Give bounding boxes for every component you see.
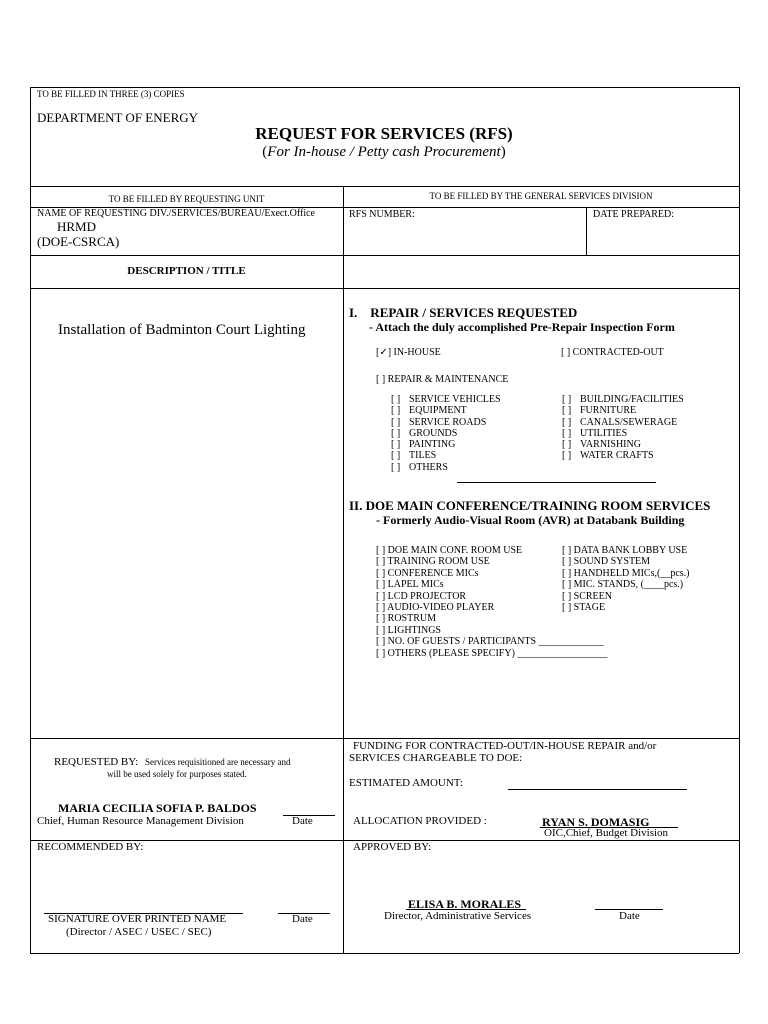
repair-option-item [562,417,684,428]
room-services-right [562,545,689,613]
divider-center [343,186,344,953]
repair-option-item [562,428,684,439]
repair-option-item [391,450,501,461]
repair-option-label: UTILITIES [580,427,628,439]
room-service-option[interactable]: [ ] CONFERENCE MICs [376,567,479,579]
repair-option-label: OTHERS [409,461,448,473]
inhouse-label: IN-HOUSE [393,347,441,358]
room-service-option[interactable]: [ ] AUDIO-VIDEO PLAYER [376,602,495,614]
requester-position: Chief, Human Resource Management Division [37,815,244,827]
room-service-option[interactable]: [ ] LCD PROJECTOR [376,590,467,602]
repair-option-item [391,417,501,428]
date-prepared-label: DATE PREPARED: [593,209,675,220]
others-specify-line [457,482,656,483]
right-column-note: TO BE FILLED BY THE GENERAL SERVICES DIVISION [429,191,653,201]
inhouse-checkbox[interactable]: [✓] [376,347,392,358]
requested-statement-2: will be used solely for purposes stated. [107,769,247,779]
requester-date-label: Date [292,815,313,827]
repair-option-item [391,439,501,450]
repair-option-checkbox[interactable]: [ ] [391,405,401,417]
repair-option-checkbox[interactable]: [ ] [562,394,572,405]
repair-option-checkbox[interactable]: [ ] [391,439,401,451]
repair-option-item [562,450,684,461]
room-service-option[interactable]: [ ] ROSTRUM [376,613,437,625]
divider-rfs-date [586,207,587,255]
estimated-amount-line [508,789,687,790]
approver-position: Director, Administrative Services [384,910,532,922]
description-value: Installation of Badminton Court Lighting [58,322,306,338]
repair-option-checkbox[interactable]: [ ] [391,427,401,439]
repair-option-item [391,405,501,416]
room-service-option[interactable]: [ ] LAPEL MICs [376,579,444,591]
allocation-name: RYAN S. DOMASIG [542,815,650,829]
section2-title: II. DOE MAIN CONFERENCE/TRAINING ROOM SERVICES [349,498,711,513]
form-subtitle: (For In-house / Petty cash Procurement) [262,144,506,160]
recommender-date-label: Date [292,913,313,925]
form-border-right [739,87,740,953]
allocation-position: OIC,Chief, Budget Division [544,827,669,839]
repair-option-checkbox[interactable]: [ ] [562,427,572,439]
recommender-signature-caption: SIGNATURE OVER PRINTED NAME [48,913,227,925]
repair-option-item [562,394,684,405]
divider-header [30,186,739,187]
room-service-option[interactable]: [ ] SCREEN [562,590,612,602]
requesting-unit-label: NAME OF REQUESTING DIV./SERVICES/BUREAU/Exect.Office [37,208,315,219]
funding-line1: FUNDING FOR CONTRACTED-OUT/IN-HOUSE REPAIR and/or [353,740,657,752]
estimated-amount-label: ESTIMATED AMOUNT: [349,777,464,789]
approved-by-label: APPROVED BY: [353,841,432,853]
room-service-option[interactable]: [ ] DATA BANK LOBBY USE [562,545,688,556]
repair-option-label: SERVICE ROADS [409,416,487,428]
approver-date-label: Date [619,910,640,922]
repair-option-item [562,405,684,416]
repair-option-label: FURNITURE [580,405,637,417]
room-service-option[interactable]: [ ] SOUND SYSTEM [562,556,651,568]
room-service-option[interactable]: [ ] STAGE [562,602,606,614]
recommended-by-label: RECOMMENDED BY: [37,841,144,853]
room-service-option[interactable]: [ ] MIC. STANDS, (____pcs.) [562,579,684,591]
department-name: DEPARTMENT OF ENERGY [37,110,199,125]
repair-option-label: WATER CRAFTS [580,450,654,462]
form-border-left [30,87,31,953]
requested-by-label: REQUESTED BY: [54,756,139,768]
section1-title: I. REPAIR / SERVICES REQUESTED [349,305,578,320]
requesting-unit-value-sub: (DOE-CSRCA) [37,234,120,249]
repair-option-checkbox[interactable]: [ ] [391,450,401,462]
repair-option-checkbox[interactable]: [ ] [562,416,572,428]
repair-option-item [391,428,501,439]
inhouse-option [376,347,441,358]
repair-option-item [562,439,684,450]
form-border-bottom [30,953,739,954]
description-header: DESCRIPTION / TITLE [127,265,246,277]
approver-name: ELISA B. MORALES [408,897,522,911]
funding-line2: SERVICES CHARGEABLE TO DOE: [349,752,523,764]
room-service-option[interactable]: [ ] LIGHTINGS [376,624,441,636]
repair-option-checkbox[interactable]: [ ] [562,450,572,462]
requester-name: MARIA CECILIA SOFIA P. BALDOS [58,801,257,815]
repair-option-label: GROUNDS [409,427,458,439]
form-border-top [30,87,739,88]
repair-option-checkbox[interactable]: [ ] [562,405,572,417]
contracted-option [561,347,664,358]
divider-description [30,288,739,289]
section1-note: - Attach the duly accomplished Pre-Repair Inspection Form [369,320,675,334]
repair-option-label: BUILDING/FACILITIES [580,394,684,405]
repair-option-label: CANALS/SEWERAGE [580,416,678,428]
repair-items-left [391,394,501,473]
allocation-label: ALLOCATION PROVIDED : [353,815,487,827]
repair-option-checkbox[interactable]: [ ] [562,439,572,451]
repair-option-label: PAINTING [409,439,456,451]
requested-by [54,756,290,768]
room-service-option[interactable]: [ ] NO. OF GUESTS / PARTICIPANTS _____________ [376,636,604,648]
repair-option-checkbox[interactable]: [ ] [391,394,401,405]
divider-signatures [30,738,739,739]
left-column-note: TO BE FILLED BY REQUESTING UNIT [108,194,265,204]
rfs-number-label: RFS NUMBER: [349,209,415,220]
requesting-unit-value: HRMD [57,219,97,234]
room-service-option[interactable]: [ ] TRAINING ROOM USE [376,556,490,568]
room-service-option[interactable]: [ ] DOE MAIN CONF. ROOM USE [376,545,523,556]
repair-items-right [562,394,684,462]
contracted-label: CONTRACTED-OUT [572,347,664,358]
copies-note: TO BE FILLED IN THREE (3) COPIES [37,89,185,99]
contracted-checkbox[interactable]: [ ] [561,347,571,358]
repair-option-item [391,462,501,473]
repair-option-checkbox[interactable]: [ ] [391,416,401,428]
divider-requesting [30,255,739,256]
repair-maintenance-option: [ ] REPAIR & MAINTENANCE [376,374,509,385]
form-title: REQUEST FOR SERVICES (RFS) [255,124,513,143]
repair-option-label: EQUIPMENT [409,405,467,417]
repair-option-checkbox[interactable]: [ ] [391,461,401,473]
repair-option-label: VARNISHING [580,439,641,451]
requested-statement: Services requisitioned are necessary and [145,757,291,767]
room-service-option[interactable]: [ ] OTHERS (PLEASE SPECIFY) __________________ [376,647,608,659]
repair-option-label: TILES [409,450,437,462]
repair-option-label: SERVICE VEHICLES [409,394,501,405]
room-service-option[interactable]: [ ] HANDHELD MICs,(__pcs.) [562,567,690,579]
recommender-position-caption: (Director / ASEC / USEC / SEC) [66,926,212,938]
repair-option-item [391,394,501,405]
section2-note: - Formerly Audio-Visual Room (AVR) at Databank Building [376,513,685,527]
